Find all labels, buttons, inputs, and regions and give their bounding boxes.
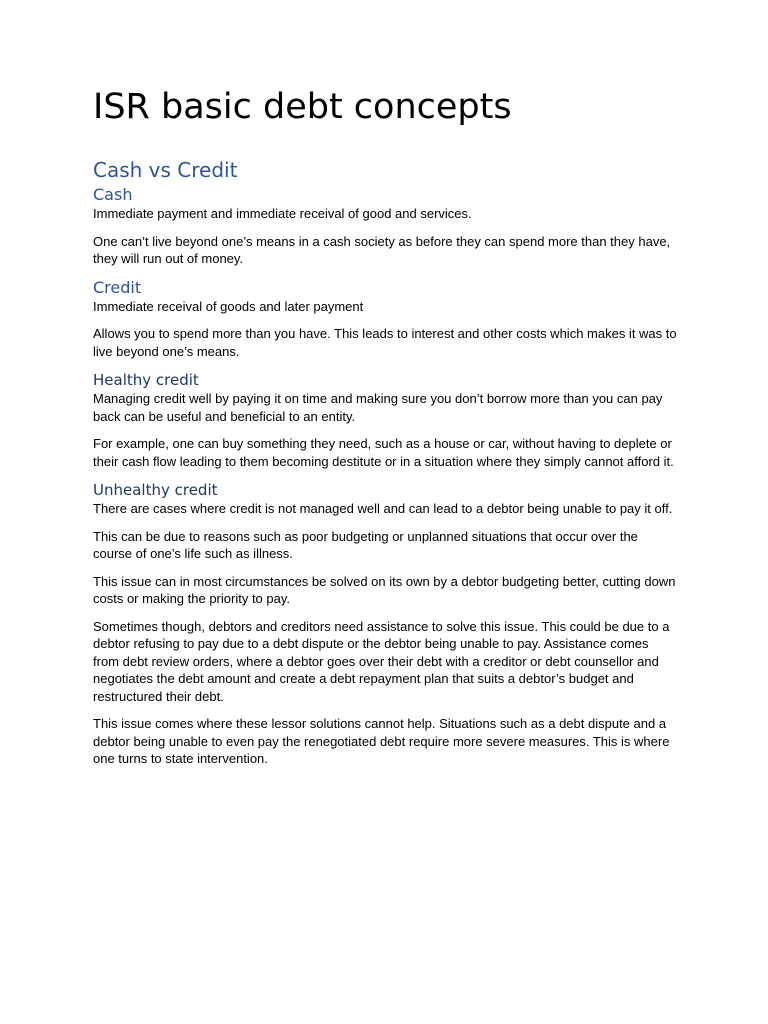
paragraph: Immediate receival of goods and later payment [93,298,364,314]
section-heading-cash-vs-credit: Cash vs Credit [93,158,238,182]
paragraph: Immediate payment and immediate receival of good and services. [93,206,472,221]
subsection-heading-cash: Cash [93,185,133,204]
subsection-heading-unhealthy-credit: Unhealthy credit [93,481,218,499]
subsection-heading-credit: Credit [93,277,142,297]
paragraph: This issue can in most circumstances be solved on its own by a debtor budgeting better, cutting down costs or making the priority to pay. [93,573,676,606]
paragraph: Sometimes though, debtors and creditors need assistance to solve this issue. This could be due to a debtor refusing to pay due to a debt dispute or the debtor being unable to pay. Assistance comes from debt review orders, where a debtor goes over their debt with a creditor or debt counsellor and negotiates the debt amount and create a debt repayment plan that suits a debtor’s budget and restructured their debt. [93,618,670,704]
paragraph: Managing credit well by paying it on time and making sure you don’t borrow more than you can pay back can be useful and beneficial to an entity. [93,391,663,424]
paragraph: Allows you to spend more than you have. This leads to interest and other costs which makes it was to live beyond one’s means. [93,326,677,359]
document-page [93,0,678,778]
paragraph: There are cases where credit is not managed well and can lead to a debtor being unable to pay it off. [93,501,673,516]
subsection-heading-healthy-credit: Healthy credit [93,371,199,389]
paragraph: One can’t live beyond one’s means in a cash society as before they can spend more than they have, they will run out of money. [93,233,671,266]
paragraph: This can be due to reasons such as poor budgeting or unplanned situations that occur over the course of one’s life such as illness. [93,528,638,561]
paragraph: For example, one can buy something they need, such as a house or car, without having to deplete or their cash flow leading to them becoming destitute or in a situation where they simply cannot afford it. [93,436,674,469]
document-title: ISR basic debt concepts [93,87,512,127]
paragraph: This issue comes where these lessor solutions cannot help. Situations such as a debt dispute and a debtor being unable to even pay the renegotiated debt require more severe measures. This is where one turns to state intervention. [93,716,670,766]
